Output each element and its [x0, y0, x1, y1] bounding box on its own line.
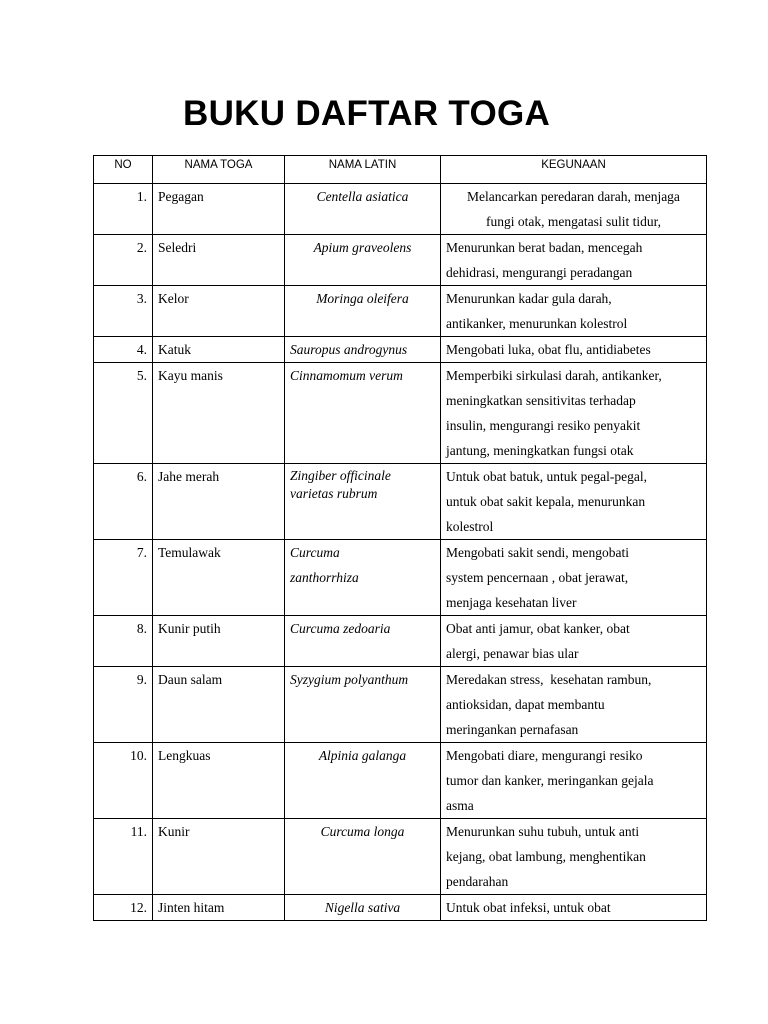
- row-number: 4.: [94, 337, 153, 363]
- nama-latin-cell: Curcuma zedoaria: [285, 616, 441, 667]
- kegunaan-line: jantung, meningkatkan fungsi otak: [446, 443, 634, 458]
- nama-latin-line: varietas rubrum: [290, 486, 378, 501]
- nama-toga-cell: Kunir putih: [153, 616, 285, 667]
- kegunaan-cell: [441, 286, 707, 337]
- nama-latin-cell: Curcuma longa: [285, 819, 441, 895]
- nama-latin-cell: [285, 540, 441, 616]
- nama-toga-cell: Jahe merah: [153, 464, 285, 540]
- nama-latin-cell: Centella asiatica: [285, 184, 441, 235]
- kegunaan-line: system pencernaan , obat jerawat,: [446, 570, 629, 585]
- nama-latin-cell: Nigella sativa: [285, 895, 441, 921]
- table-row: [94, 540, 707, 616]
- nama-latin-cell: Sauropus androgynus: [285, 337, 441, 363]
- kegunaan-line: Untuk obat infeksi, untuk obat: [446, 900, 611, 915]
- column-header-nama-toga: NAMA TOGA: [153, 156, 285, 184]
- table-row: [94, 464, 707, 540]
- kegunaan-cell: [441, 363, 707, 464]
- nama-latin-cell: [285, 464, 441, 540]
- nama-latin-cell: Moringa oleifera: [285, 286, 441, 337]
- row-number: 6.: [94, 464, 153, 540]
- table-row: [94, 235, 707, 286]
- nama-latin-cell: Syzygium polyanthum: [285, 667, 441, 743]
- toga-table: [93, 155, 707, 921]
- table-row: [94, 819, 707, 895]
- kegunaan-line: Mengobati luka, obat flu, antidiabetes: [446, 342, 651, 357]
- nama-toga-cell: Pegagan: [153, 184, 285, 235]
- kegunaan-line: Untuk obat batuk, untuk pegal-pegal,: [446, 469, 647, 484]
- kegunaan-line: Memperbiki sirkulasi darah, antikanker,: [446, 368, 662, 383]
- nama-toga-cell: Katuk: [153, 337, 285, 363]
- kegunaan-line: kejang, obat lambung, menghentikan: [446, 849, 646, 864]
- table-row: [94, 363, 707, 464]
- table-row: [94, 286, 707, 337]
- kegunaan-line: tumor dan kanker, meringankan gejala: [446, 773, 654, 788]
- row-number: 10.: [94, 743, 153, 819]
- row-number: 1.: [94, 184, 153, 235]
- nama-latin-cell: Cinnamomum verum: [285, 363, 441, 464]
- nama-latin-cell: Alpinia galanga: [285, 743, 441, 819]
- row-number: 8.: [94, 616, 153, 667]
- row-number: 2.: [94, 235, 153, 286]
- kegunaan-line: meringankan pernafasan: [446, 722, 579, 737]
- page-title: BUKU DAFTAR TOGA: [183, 94, 551, 133]
- nama-toga-cell: Temulawak: [153, 540, 285, 616]
- row-number: 11.: [94, 819, 153, 895]
- nama-toga-cell: Daun salam: [153, 667, 285, 743]
- kegunaan-line: Menurunkan suhu tubuh, untuk anti: [446, 824, 640, 839]
- nama-toga-cell: Lengkuas: [153, 743, 285, 819]
- row-number: 9.: [94, 667, 153, 743]
- kegunaan-cell: [441, 184, 707, 235]
- kegunaan-cell: [441, 464, 707, 540]
- column-header-nama-latin: NAMA LATIN: [285, 156, 441, 184]
- kegunaan-cell: [441, 667, 707, 743]
- kegunaan-line: fungi otak, mengatasi sulit tidur,: [486, 214, 661, 229]
- kegunaan-cell: [441, 895, 707, 921]
- kegunaan-cell: [441, 540, 707, 616]
- table-row: [94, 895, 707, 921]
- row-number: 7.: [94, 540, 153, 616]
- kegunaan-line: menjaga kesehatan liver: [446, 595, 577, 610]
- kegunaan-line: Melancarkan peredaran darah, menjaga: [467, 189, 680, 204]
- table-header-row: [94, 156, 707, 184]
- nama-latin-line: Curcuma: [290, 545, 340, 560]
- nama-latin-cell: Apium graveolens: [285, 235, 441, 286]
- kegunaan-line: alergi, penawar bias ular: [446, 646, 579, 661]
- kegunaan-line: insulin, mengurangi resiko penyakit: [446, 418, 641, 433]
- table-row: [94, 667, 707, 743]
- kegunaan-line: kolestrol: [446, 519, 494, 534]
- kegunaan-line: dehidrasi, mengurangi peradangan: [446, 265, 633, 280]
- kegunaan-line: Menurunkan berat badan, mencegah: [446, 240, 643, 255]
- column-header-kegunaan: KEGUNAAN: [441, 156, 707, 184]
- table-row: [94, 337, 707, 363]
- kegunaan-cell: [441, 235, 707, 286]
- kegunaan-line: antikanker, menurunkan kolestrol: [446, 316, 628, 331]
- kegunaan-line: untuk obat sakit kepala, menurunkan: [446, 494, 646, 509]
- nama-toga-cell: Jinten hitam: [153, 895, 285, 921]
- nama-toga-cell: Kayu manis: [153, 363, 285, 464]
- row-number: 3.: [94, 286, 153, 337]
- kegunaan-line: Mengobati sakit sendi, mengobati: [446, 545, 629, 560]
- kegunaan-cell: [441, 337, 707, 363]
- nama-latin-line: Zingiber officinale: [290, 468, 391, 483]
- nama-toga-cell: Seledri: [153, 235, 285, 286]
- row-number: 12.: [94, 895, 153, 921]
- kegunaan-cell: [441, 616, 707, 667]
- kegunaan-line: Menurunkan kadar gula darah,: [446, 291, 612, 306]
- kegunaan-line: meningkatkan sensitivitas terhadap: [446, 393, 636, 408]
- nama-toga-cell: Kunir: [153, 819, 285, 895]
- column-header-no: NO: [94, 156, 153, 184]
- kegunaan-cell: [441, 819, 707, 895]
- kegunaan-line: antioksidan, dapat membantu: [446, 697, 605, 712]
- kegunaan-line: Obat anti jamur, obat kanker, obat: [446, 621, 630, 636]
- kegunaan-line: asma: [446, 798, 474, 813]
- kegunaan-cell: [441, 743, 707, 819]
- kegunaan-line: Mengobati diare, mengurangi resiko: [446, 748, 643, 763]
- nama-latin-line: zanthorrhiza: [290, 570, 359, 585]
- table-row: [94, 184, 707, 235]
- kegunaan-line: Meredakan stress, kesehatan rambun,: [446, 672, 652, 687]
- table-row: [94, 743, 707, 819]
- table-row: [94, 616, 707, 667]
- nama-toga-cell: Kelor: [153, 286, 285, 337]
- row-number: 5.: [94, 363, 153, 464]
- kegunaan-line: pendarahan: [446, 874, 509, 889]
